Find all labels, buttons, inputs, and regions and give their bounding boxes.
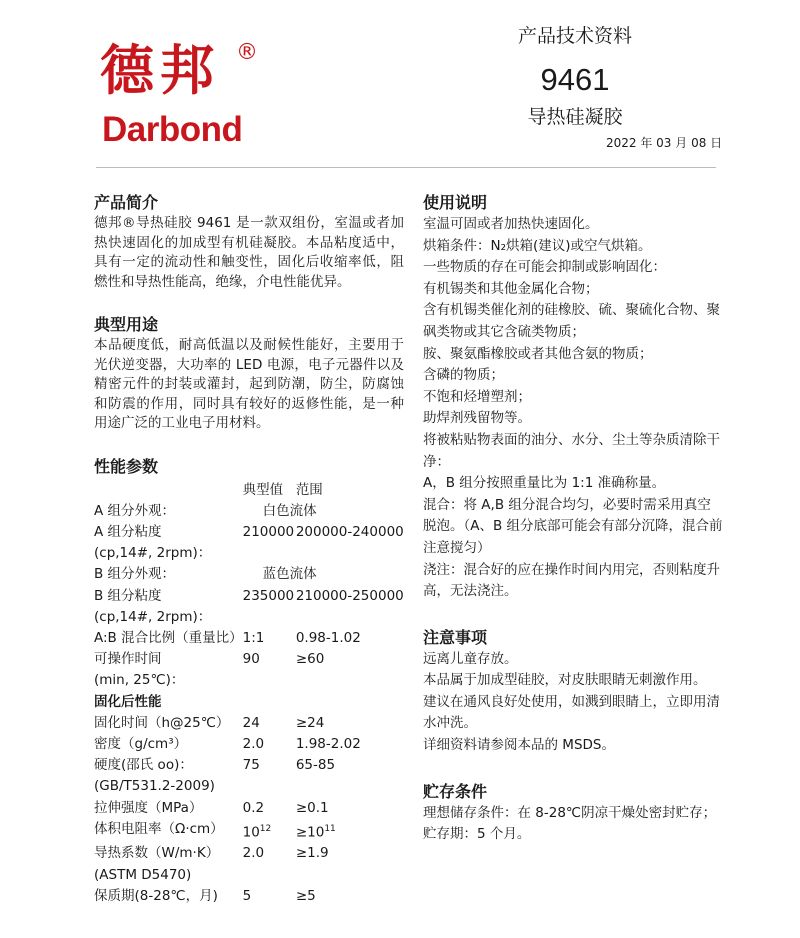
table-row: B 组分外观： 蓝色流体: [94, 566, 317, 583]
product-name: 导热硅凝胶: [527, 106, 623, 128]
list-item: 含磷的物质；: [423, 367, 504, 384]
list-item: 助焊剂残留物等。: [423, 410, 531, 427]
precautions-list: [423, 649, 723, 757]
table-row: A 组分粘度 210000 200000-240000: [94, 523, 404, 540]
list-item: 含有机锡类催化剂的硅橡胶、硫、聚硫化合物、聚砜类物或其它含硫类物质；: [423, 302, 720, 340]
table-row: 可操作时间 90 ≥60: [94, 651, 325, 668]
table-row: [94, 692, 404, 713]
instructions-list: [423, 214, 723, 603]
list-item: 建议在通风良好处使用，如溅到眼睛上，立即用清水冲洗。: [423, 693, 720, 732]
list-item: 烘箱条件：N₂烘箱(建议)或空气烘箱。: [423, 237, 652, 254]
logo-english-text: Darbond: [102, 110, 243, 149]
list-item: 混合：将 A,B 组分混合均匀，必要时需采用真空脱泡。（A、B 组分底部可能会有部分沉降，混合前注意搅匀）: [423, 496, 723, 556]
list-item: 一些物质的存在可能会抑制或影响固化：: [423, 259, 666, 276]
usage-text: 本品硬度低，耐高低温以及耐候性能好，主要用于光伏逆变器，大功率的 LED 电源，电子元器件以及精密元件的封装或灌封，起到防潮，防尘，防腐蚀和防震的作用，同时具有较好的返修性能，是一种用途广泛的工业电子用材料。: [94, 337, 404, 431]
darbond-logo: [100, 40, 270, 150]
table-row: 保质期(8-28℃，月) 5 ≥5: [94, 887, 316, 904]
performance-title: 性能参数: [94, 456, 159, 476]
storage-title: 贮存条件: [423, 781, 488, 801]
col-typical-header: 典型值: [242, 481, 284, 498]
header-divider: [96, 167, 716, 168]
list-item: 详细资料请参阅本品的 MSDS。: [423, 737, 615, 754]
cured-subtitle: 固化后性能: [94, 693, 162, 710]
table-row: A 组分外观： 白色流体: [94, 502, 317, 519]
list-item: 将被粘贴物表面的油分、水分、尘土等杂质清除干净：: [423, 431, 720, 470]
list-item: 胺、聚氨酯橡胶或者其他含氨的物质；: [423, 345, 653, 362]
usage-title: 典型用途: [94, 315, 159, 334]
logo-chinese-text: 德邦: [100, 38, 220, 102]
table-row: 体积电阻率（Ω·cm） $10^{12}$ $\ge 10^{11}$: [94, 820, 336, 841]
performance-table: [94, 480, 404, 908]
table-row: (cp,14#, 2rpm)：: [94, 608, 212, 625]
table-row: A:B 混合比例（重量比） 1:1 0.98-1.02: [94, 629, 361, 646]
list-item: 不饱和烃增塑剂；: [423, 388, 531, 405]
doc-type: 产品技术资料: [517, 25, 632, 47]
list-item: 室温可固或者加热快速固化。: [423, 216, 599, 232]
list-item: 有机锡类和其他金属化合物；: [423, 280, 599, 297]
table-row: B 组分粘度 235000 210000-250000: [94, 587, 404, 604]
list-item: 理想储存条件：在 8-28℃阴凉干燥处密封贮存；: [423, 804, 717, 821]
instructions-title: 使用说明: [423, 193, 488, 212]
left-column: [94, 192, 404, 907]
table-row: (cp,14#, 2rpm)：: [94, 545, 212, 562]
table-row: (min, 25℃)：: [94, 672, 185, 689]
table-row: (GB/T531.2-2009): [94, 778, 215, 795]
table-row: 固化时间（h@25℃） 24 ≥24: [94, 714, 325, 731]
list-item: 远离儿童存放。: [423, 650, 518, 667]
table-header-row: [94, 480, 404, 501]
doc-date: 2022 年 03 月 08 日: [606, 136, 723, 150]
table-row: 导热系数（W/m·K） 2.0 ≥1.9: [94, 845, 329, 862]
precautions-title: 注意事项: [423, 627, 488, 647]
table-row: 硬度(邵氏 oo)： 75 65-85: [94, 757, 336, 774]
intro-text: 德邦®导热硅胶 9461 是一款双组份，室温或者加热快速固化的加成型有机硅凝胶。本品粘度适中，具有一定的流动性和触变性，固化后收缩率低，阻燃性和导热性能高，绝缘，介电性能优异。: [94, 215, 404, 290]
product-model: 9461: [540, 62, 610, 97]
list-item: 本品属于加成型硅胶，对皮肤眼睛无刺激作用。: [423, 672, 707, 689]
registered-mark: ®: [236, 40, 258, 65]
col-range-header: 范围: [295, 481, 323, 498]
table-row: 密度（g/cm³） 2.0 1.98-2.02: [94, 735, 361, 752]
list-item: A，B 组分按照重量比为 1:1 准确称量。: [423, 475, 666, 492]
list-item: 贮存期：5 个月。: [423, 826, 531, 843]
table-row: (ASTM D5470): [94, 866, 192, 883]
right-column: [423, 192, 723, 846]
storage-list: [423, 803, 723, 846]
intro-title: 产品简介: [94, 193, 159, 212]
list-item: 浇注：混合好的应在操作时间内用完，否则粘度升高，无法浇注。: [423, 561, 720, 600]
table-row: 拉伸强度（MPa） 0.2 ≥0.1: [94, 799, 329, 816]
